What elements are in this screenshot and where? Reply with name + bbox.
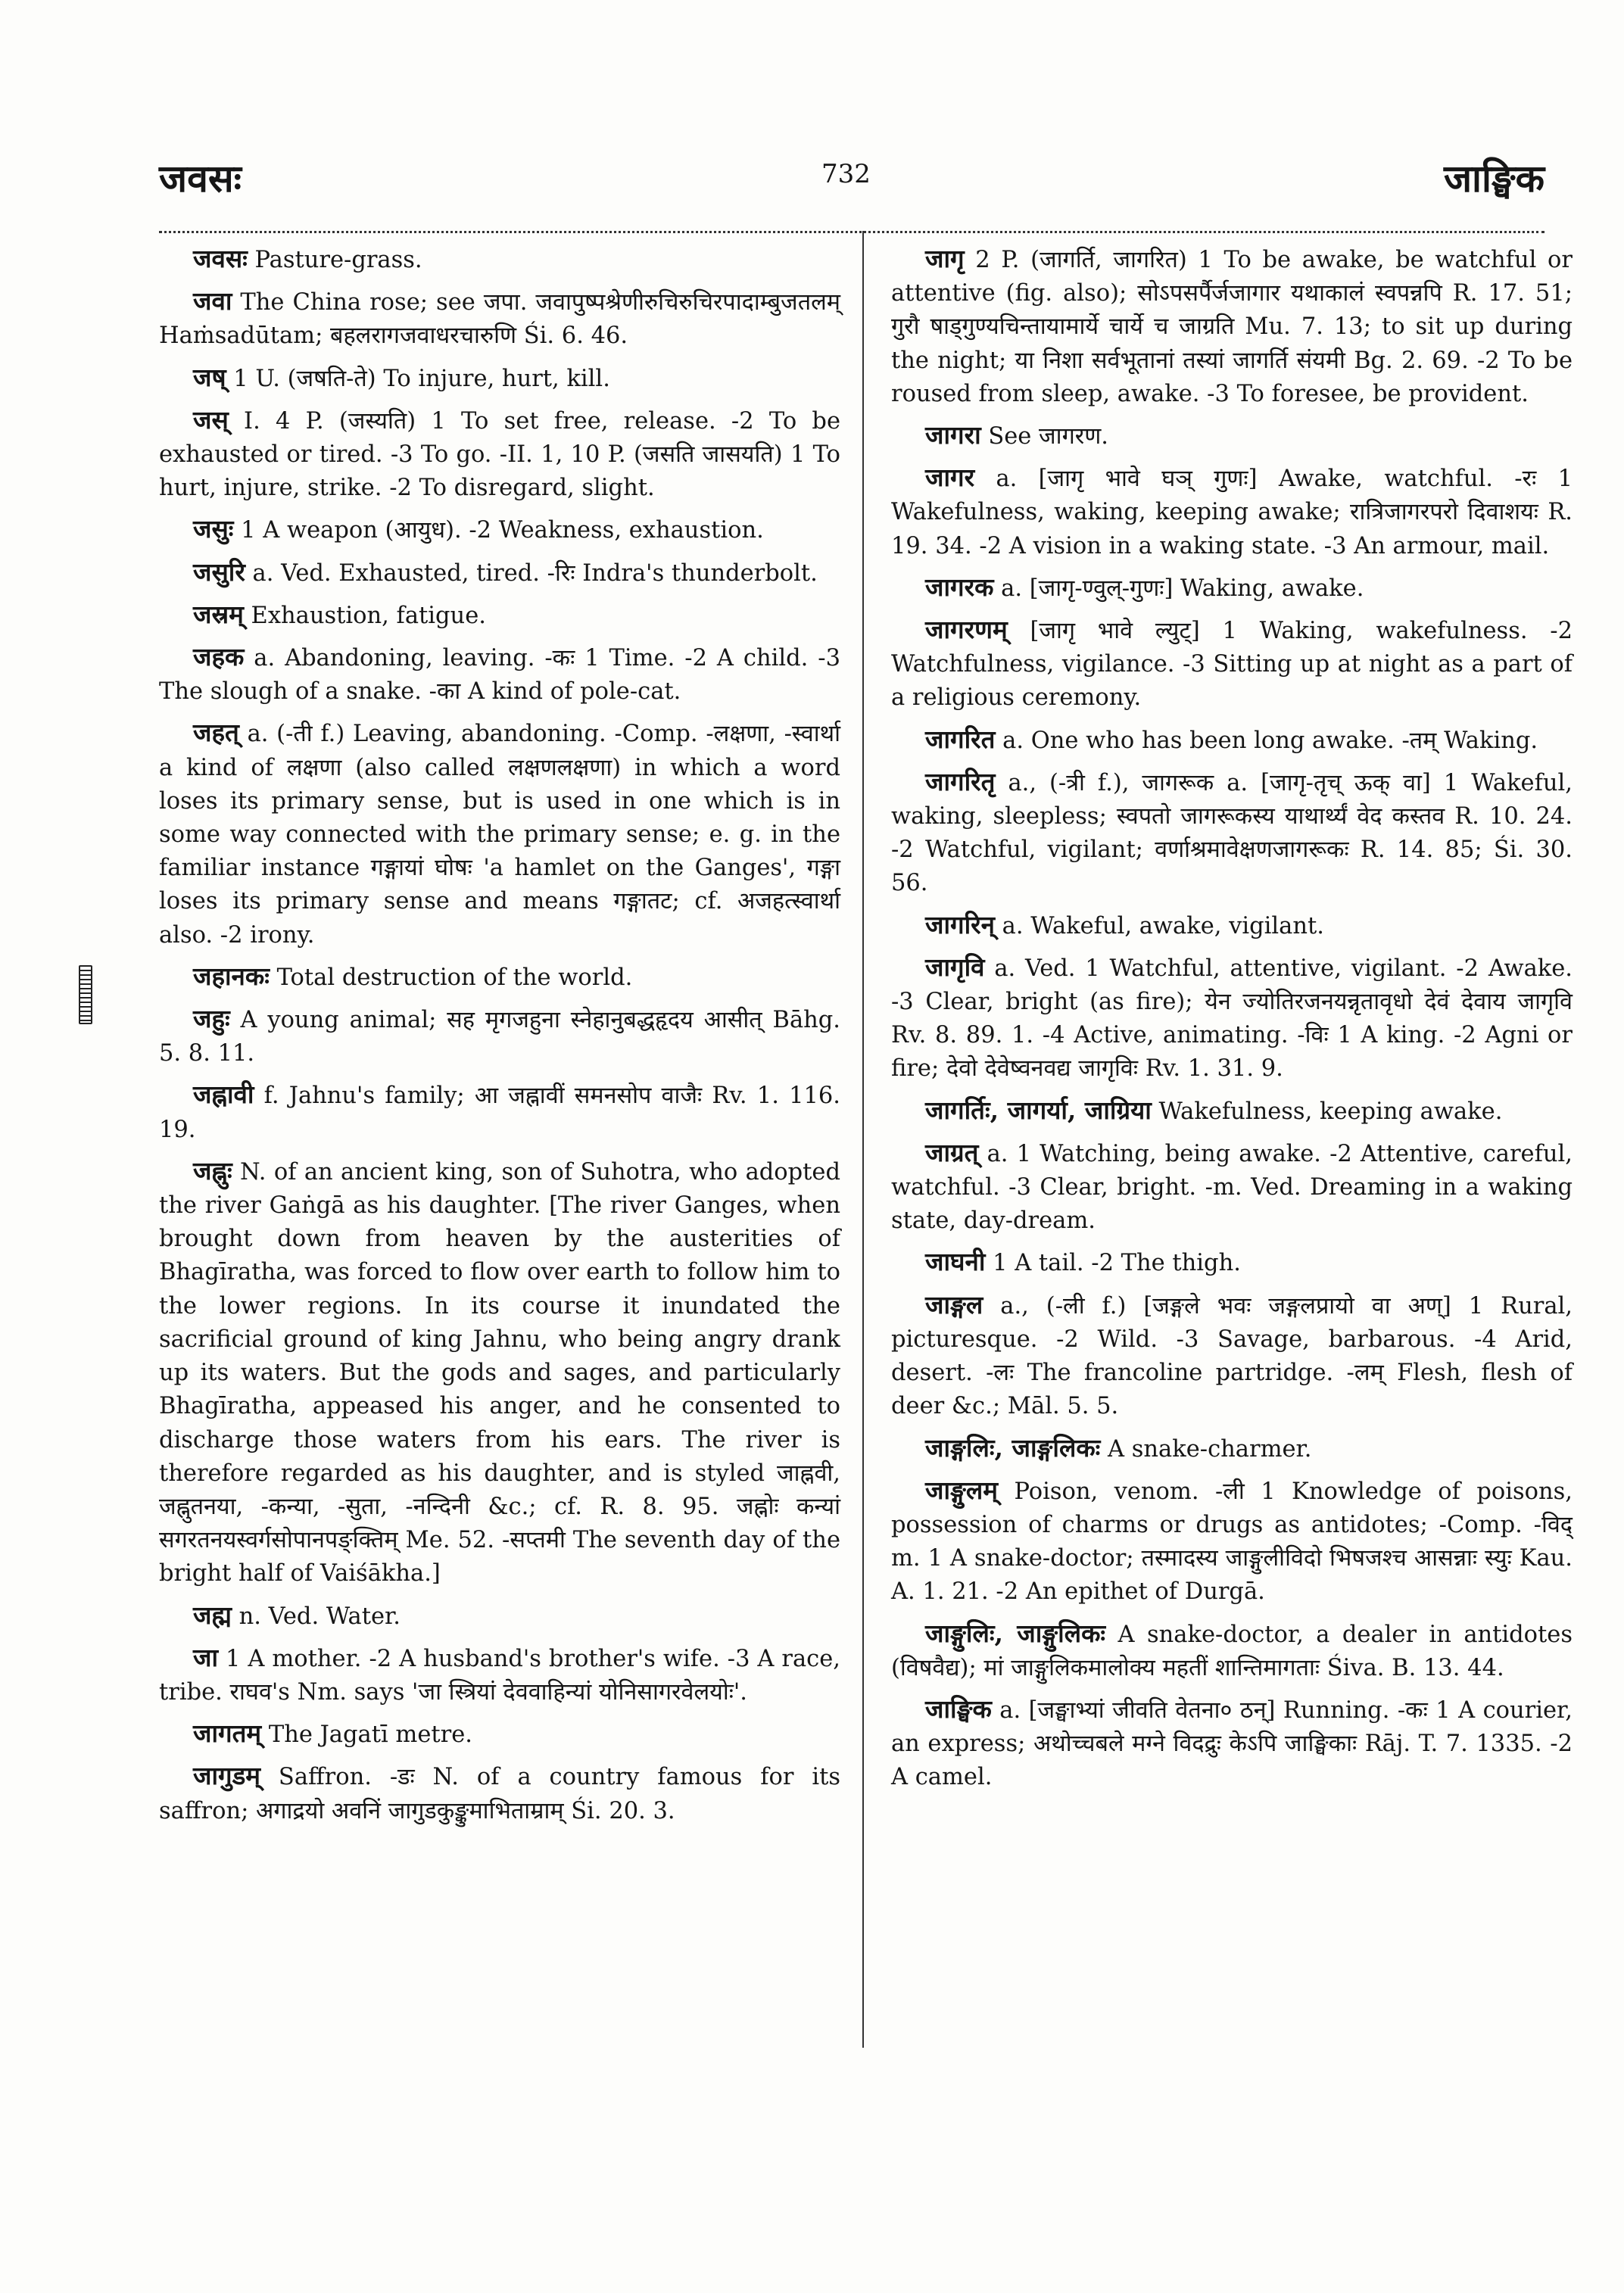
entry-headword: जागर्तिः, जागर्या, जाग्रिया [925, 1095, 1152, 1125]
entry-definition: a. One who has been long awake. -तम् Waking. [995, 727, 1538, 754]
entry-definition: Saffron. -डः N. of a country famous for its saffron; अगाद्रयो अवनिं जागुडकुङ्कुमाभिताम्राम् Śi. 20. 3. [159, 1764, 840, 1824]
entry-headword: जसुरि [193, 556, 245, 587]
dictionary-entry [891, 1136, 1573, 1238]
entry-definition: a., (-त्री f.), जागरूक a. [जागृ-तृच् ऊक् वा] 1 Wakeful, waking, sleepless; स्वपतो जागरूकस्य याथार्थ्यं वेद कस्तव R. 10. 24. -2 Watchful, vigilant; वर्णाश्रमावेक्षणजागरूकः R. 14. 85; Śi. 30. 56. [891, 769, 1573, 897]
entry-headword: जहक [193, 642, 245, 672]
dictionary-entry [159, 1599, 840, 1634]
entry-headword: जाङ्गलिः, जाङ्गलिकः [925, 1432, 1101, 1463]
column-divider [862, 231, 864, 2048]
entry-definition: a. Ved. Exhausted, tired. -रिः Indra's thunderbolt. [245, 559, 818, 587]
entry-headword: जाङ्गुलम् [925, 1475, 999, 1505]
dictionary-entry [891, 1432, 1573, 1466]
dictionary-entry [159, 1717, 840, 1752]
dictionary-entry [891, 723, 1573, 758]
header-rule [159, 231, 1545, 233]
dictionary-entry [159, 403, 840, 506]
entry-headword: जहत् [193, 718, 239, 748]
entry-definition: Pasture-grass. [247, 247, 422, 273]
entry-headword: जह्म [193, 1600, 232, 1630]
entry-definition: n. Ved. Water. [231, 1603, 401, 1630]
dictionary-entry [891, 908, 1573, 943]
entry-headword: जहुः [193, 1004, 230, 1034]
dictionary-entry [159, 285, 840, 353]
dictionary-entry [891, 1617, 1573, 1685]
dictionary-entry [159, 242, 840, 277]
margin-mark [79, 965, 92, 1024]
entry-definition: Poison, venom. -ली 1 Knowledge of poisons, possession of charms or drugs as antidotes; -Comp. -विद् m. 1 A snake-doctor; तस्मादस्य जाङ्गुलीविदो भिषजश्च आसन्नाः स्युः Kau. A. 1. 21. -2 An epithet of Durgā. [891, 1478, 1573, 1606]
dictionary-entry [159, 640, 840, 709]
entry-headword: जाग्रत् [925, 1137, 979, 1167]
entry-definition: a., (-ली f.) [जङ्गले भवः जङ्गलप्रायो वा अण्] 1 Rural, picturesque. -2 Wild. -3 Savage, barbarous. -4 Arid, desert. -लः The francoline partridge. -लम् Flesh, flesh of deer &c.; Māl. 5. 5. [891, 1292, 1573, 1420]
page-header [159, 151, 1545, 212]
page-number: 732 [821, 159, 871, 189]
dictionary-entry [891, 1474, 1573, 1609]
entry-headword: जाङ्घिक [925, 1693, 992, 1724]
dictionary-entry [891, 1094, 1573, 1129]
left-column [159, 242, 840, 1836]
entry-definition: f. Jahnu's family; आ जह्नावीं समनसोप वाजैः Rv. 1. 116. 19. [159, 1083, 840, 1143]
entry-definition: A snake-doctor, a dealer in antidotes (विषवैद्य); मां जाङ्गुलिकमालोक्य महतीं शान्तिमागताः Śiva. B. 13. 44. [891, 1621, 1573, 1681]
dictionary-entry [159, 512, 840, 547]
entry-definition: Wakefulness, keeping awake. [1151, 1098, 1503, 1125]
entry-headword: जागृवि [925, 952, 985, 982]
dictionary-entry [159, 598, 840, 633]
dictionary-entry [891, 571, 1573, 606]
dictionary-entry [891, 461, 1573, 563]
dictionary-entry [159, 960, 840, 995]
entry-definition: 1 A mother. -2 A husband's brother's wife. -3 A race, tribe. राघव's Nm. says 'जा स्त्रियां देववाहिन्यां योनिसागरवेलयोः'. [159, 1645, 840, 1706]
entry-definition: a. [जागृ-ण्वुल्-गुणः] Waking, awake. [993, 575, 1364, 602]
entry-headword: जागरक [925, 572, 994, 602]
entry-headword: जह्नुः [193, 1155, 232, 1185]
entry-headword: जसुः [193, 514, 234, 544]
entry-definition: A young animal; सह मृगजहुना स्नेहानुबद्धहृदय आसीत् Bāhg. 5. 8. 11. [159, 1007, 840, 1067]
entry-headword: जाङ्गल [925, 1289, 983, 1319]
entry-definition: a. 1 Watching, being awake. -2 Attentive, careful, watchful. -3 Clear, bright. -m. Ved. Dreaming in a waking state, day-dream. [891, 1140, 1573, 1235]
dictionary-entry [891, 1288, 1573, 1424]
entry-definition: 2 P. (जागर्ति, जागरित) 1 To be awake, be watchful or attentive (fig. also); सोऽपसर्पैर्जजागार यथाकालं स्वपन्नपि R. 17. 51; गुरौ षाड्गुण्यचिन्तायामार्ये चार्ये च जाग्रति Mu. 7. 13; to sit up during the night; या निशा सर्वभूतानां तस्यां जागर्ति संयमी Bg. 2. 69. -2 To be roused from sleep, awake. -3 To foresee, be provident. [891, 247, 1573, 407]
entry-headword: जागुडम् [193, 1761, 261, 1791]
entry-headword: जा [193, 1642, 219, 1672]
entry-definition: a. Abandoning, leaving. -कः 1 Time. -2 A child. -3 The slough of a snake. -का A kind of pole-cat. [159, 645, 840, 706]
entry-headword: जागर [925, 463, 975, 493]
entry-headword: जष् [193, 362, 226, 392]
dictionary-entry [159, 1078, 840, 1146]
entry-definition: The Jagatī metre. [261, 1721, 472, 1749]
dictionary-entry [159, 1641, 840, 1709]
entry-definition: The China rose; see जपा. जवापुष्पश्रेणीरुचिरुचिरपादाम्बुजतलम् Haṁsadūtam; बहलरागजवाधरचारुणि Śi. 6. 46. [159, 289, 840, 350]
entry-headword: जागरितृ [925, 766, 996, 796]
entry-headword: जागरणम् [925, 615, 1008, 645]
entry-headword: जागृ [925, 244, 965, 273]
entry-definition: A snake-charmer. [1100, 1435, 1312, 1463]
entry-definition: 1 A tail. -2 The thigh. [985, 1250, 1241, 1277]
header-right-guideword: जाङ्घिक [1443, 156, 1545, 201]
entry-headword: जागतम् [193, 1718, 262, 1749]
entry-definition: a. [जागृ भावे घञ् गुणः] Awake, watchful. -रः 1 Wakefulness, waking, keeping awake; रात्रिजागरपरो दिवाशयः R. 19. 34. -2 A vision in a waking state. -3 An armour, mail. [891, 466, 1573, 559]
entry-headword: जागरा [925, 420, 981, 450]
dictionary-entry [891, 1693, 1573, 1795]
dictionary-entry [159, 716, 840, 952]
entry-definition: a. [जङ्घाभ्यां जीवति वेतना० ठन्] Running. -कः 1 A courier, an express; अथोच्चबले मग्ने विदद्रुः केऽपि जाङ्घिकाः Rāj. T. 7. 1335. -2 A camel. [891, 1696, 1573, 1791]
entry-headword: जह्नावी [193, 1080, 254, 1110]
dictionary-entry [159, 1002, 840, 1070]
entry-definition: a. Ved. 1 Watchful, attentive, vigilant. -2 Awake. -3 Clear, bright (as fire); येन ज्योतिरजनयन्नृतावृधो देवं देवाय जागृवि Rv. 8. 89. 1. -4 Active, animating. -विः 1 A king. -2 Agni or fire; देवो देवेष्वनवद्य जागृविः Rv. 1. 31. 9. [891, 955, 1573, 1083]
entry-headword: जवसः [193, 244, 248, 273]
entry-headword: जवा [193, 286, 232, 316]
dictionary-entry [891, 1245, 1573, 1280]
dictionary-entry [891, 951, 1573, 1086]
entry-headword: जागरिन् [925, 909, 995, 939]
entry-definition: N. of an ancient king, son of Suhotra, who adopted the river Gaṅgā as his daughter. [The river Ganges, when brought down from heaven by the austerities of Bhagīratha, was forced to flow over earth to follow him to the lower regions. In its course it inundated the sacrificial ground of king Jahnu, who being angry drank up its waters. But the gods and sages, and particularly Bhagīratha, appeased his anger, and he consented to discharge those waters from his ears. The river is therefore regarded as his daughter, and is styled जाह्नवी, जह्नुतनया, -कन्या, -सुता, -नन्दिनी &c.; cf. R. 8. 95. जह्नोः कन्यां सगरतनयस्वर्गसोपानपङ्क्तिम् Me. 52. -सप्तमी The seventh day of the bright half of Vaiśākha.] [159, 1158, 840, 1587]
entry-definition: See जागरण. [980, 423, 1108, 450]
entry-definition: Exhaustion, fatigue. [243, 602, 486, 629]
entry-definition: a. (-ती f.) Leaving, abandoning. -Comp. -लक्षणा, -स्वार्था a kind of लक्षणा (also called लक्षणलक्षणा) in which a word loses its primary sense, but is used in one which is in some way connected with the primary sense; e. g. in the familiar instance गङ्गायां घोषः 'a hamlet on the Ganges', गङ्गा loses its primary sense and means गङ्गातट; cf. अजहत्स्वार्था also. -2 irony. [159, 721, 840, 949]
entry-definition: 1 A weapon (आयुध). -2 Weakness, exhaustion. [233, 517, 764, 544]
header-left-guideword: जवसः [159, 156, 242, 201]
entry-headword: जाङ्गुलिः, जाङ्गुलिकः [925, 1618, 1106, 1648]
entry-headword: जस् [193, 404, 229, 435]
entry-headword: जागरित [925, 724, 996, 754]
entry-headword: जाघनी [925, 1247, 986, 1277]
dictionary-entry [891, 765, 1573, 901]
entry-definition: Total destruction of the world. [269, 964, 633, 991]
dictionary-entry [159, 556, 840, 590]
dictionary-entry [159, 1154, 840, 1591]
dictionary-entry [891, 242, 1573, 411]
entry-definition: [जागृ भावे ल्युट्] 1 Waking, wakefulness. -2 Watchfulness, vigilance. -3 Sitting up at night as a part of a religious ceremony. [891, 618, 1573, 712]
entry-definition: I. 4 P. (जस्यति) 1 To set free, release. -2 To be exhausted or tired. -3 To go. -II. 1, 10 P. (जसति जासयति) 1 To hurt, injure, strike. -2 To disregard, slight. [159, 407, 840, 502]
entry-headword: जहानकः [193, 961, 270, 991]
dictionary-entry [159, 1759, 840, 1827]
entry-definition: a. Wakeful, awake, vigilant. [994, 912, 1324, 939]
right-column [891, 242, 1573, 1802]
dictionary-entry [159, 361, 840, 396]
dictionary-entry [891, 613, 1573, 715]
entry-headword: जस्रम् [193, 599, 244, 629]
entry-definition: 1 U. (जषति-ते) To injure, hurt, kill. [226, 365, 610, 392]
dictionary-entry [891, 419, 1573, 453]
